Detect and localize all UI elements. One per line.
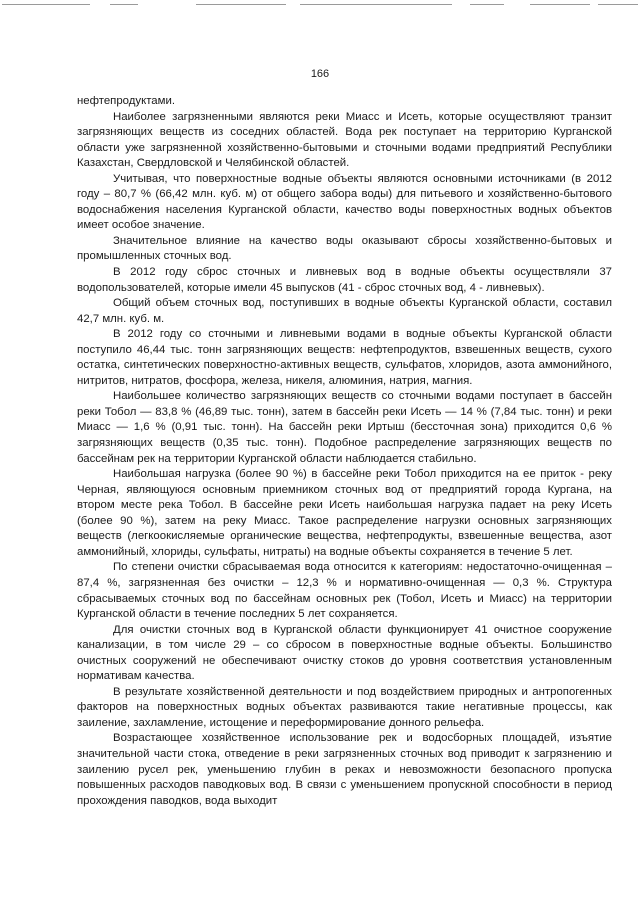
paragraph: Наиболее загрязненными являются реки Миасс и Исеть, которые осуществляют транзит загрязняющих веществ из соседних областей. Вода рек поступает на территорию Курганской области уже загрязненной хозяйственно-бытовыми и сточными водами предприятий Республики Казахстан, Свердловской и Челябинской областей. [77, 110, 612, 170]
scan-edge-line [196, 4, 286, 5]
paragraph: Учитывая, что поверхностные водные объекты являются основными источниками (в 2012 году – 80,7 % (66,42 млн. куб. м) от общего забора воды) для питьевого и хозяйственно-бытового водоснабжения населения Курганской области, качество воды поверхностных водных объектов имеет особое значение. [77, 172, 612, 232]
paragraph: Значительное влияние на качество воды оказывают сбросы хозяйственно-бытовых и промышленных сточных вод. [77, 234, 612, 263]
scan-edge-line [470, 4, 504, 5]
document-body [77, 94, 612, 809]
paragraph: нефтепродуктами. [77, 95, 175, 107]
scan-edge-line [530, 4, 590, 5]
paragraph: В 2012 году сброс сточных и ливневых вод в водные объекты осуществляли 37 водопользователей, которые имели 45 выпусков (41 - сброс сточных вод, 4 - ливневых). [77, 266, 612, 294]
paragraph: Возрастающее хозяйственное использование рек и водосборных площадей, изъятие значительной части стока, отведение в реки загрязненных сточных вод приводит к загрязнению и заилению русел рек, уменьшению глубин в реках и невозможности безопасного пропуска повышенных расходов паводковых вод. В связи с уменьшением пропускной способности в период прохождения паводков, вода выходит [77, 732, 612, 807]
paragraph: Для очистки сточных вод в Курганской области функционирует 41 очистное сооружение канализации, в том числе 29 – со сбросом в поверхностные водные объекты. Большинство очистных сооружений не обеспечивают очистку стоков до уровня соответствия установленным нормативам качества. [77, 623, 612, 683]
paragraph: Общий объем сточных вод, поступивших в водные объекты Курганской области, составил 42,7 млн. куб. м. [77, 297, 612, 325]
paragraph: Наибольшая нагрузка (более 90 %) в бассейне реки Тобол приходится на ее приток - реку Черная, являющуюся основным приемником сточных вод от предприятий города Кургана, на втором месте река Тобол. В бассейне реки Исеть наибольшая нагрузка падает на реку Исеть (более 90 %), затем на реку Миасс. Такое распределение нагрузки основных загрязняющих веществ (легкоокисляемые органические вещества, нефтепродукты, взвешенные вещества, азот аммонийный, хлориды, сульфаты, нитраты) на водные объекты сохраняется в течение 5 лет. [77, 468, 612, 558]
page-number: 166 [310, 68, 330, 80]
paragraph: В 2012 году со сточными и ливневыми водами в водные объекты Курганской области поступило 46,44 тыс. тонн загрязняющих веществ: нефтепродуктов, взвешенных веществ, сухого остатка, синтетических поверхностно-активных веществ, сульфатов, хлоридов, азота аммонийного, нитритов, нитратов, фосфора, железа, никеля, алюминия, натрия, магния. [77, 328, 612, 387]
paragraph: Наибольшее количество загрязняющих веществ со сточными водами поступает в бассейн реки Тобол — 83,8 % (46,89 тыс. тонн), затем в бассейн реки Исеть — 14 % (7,84 тыс. тонн) и реки Миасс — 1,6 % (0,91 тыс. тонн). На бассейн реки Иртыш (бессточная зона) приходится 0,6 % загрязняющих веществ (0,35 тыс. тонн). Подобное распределение загрязняющих веществ по бассейнам рек на территории Курганской области наблюдается стабильно. [77, 390, 612, 465]
scan-edge-line [300, 4, 452, 5]
scan-edge-line [598, 4, 638, 5]
paragraph: По степени очистки сбрасываемая вода относится к категориям: недостаточно-очищенная – 87,4 %, загрязненная без очистки – 12,3 % и нормативно-очищенная — 0,3 %. Структура сбрасываемых сточных вод по бассейнам основных рек (Тобол, Исеть и Миасс) на территории Курганской области в течение последних 5 лет сохраняется. [77, 561, 612, 621]
scan-edge-line [2, 4, 90, 5]
paragraph: В результате хозяйственной деятельности и под воздействием природных и антропогенных факторов на поверхностных водных объектах развиваются такие негативные процессы, как заиление, захламление, истощение и переформирование донного рельефа. [77, 685, 612, 729]
scan-edge-line [110, 4, 138, 5]
